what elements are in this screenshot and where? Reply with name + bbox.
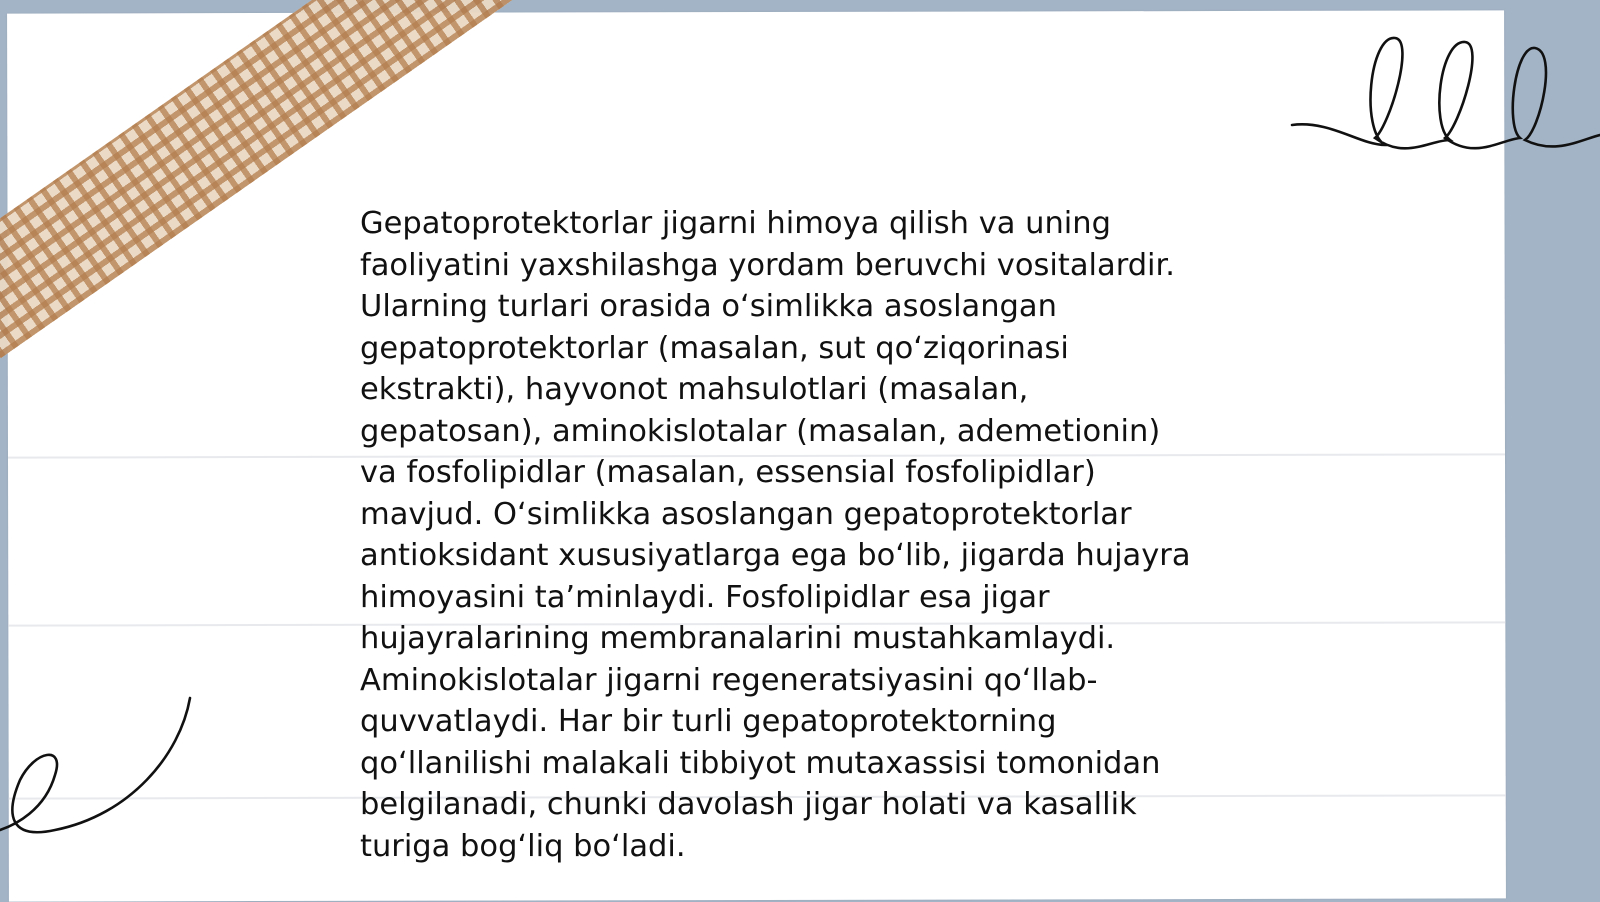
swirl-bottom [0, 695, 200, 855]
body-text: Gepatoprotektorlar jigarni himoya qilish va uning faoliyatini yaxshilashga yordam beruvchi vositalardir. Ularning turlari orasida o‘simlikka asoslangan gepatoprotektorlar (masalan, sut qo‘ziqorinasi ekstrakti), hayvonot mahsulotlari (masalan, gepatosan), aminokislotalar (masalan, ademetionin) va fosfolipidlar (masalan, essensial fosfolipidlar) mavjud. O‘simlikka asoslangan gepatoprotektorlar antioksidant xususiyatlarga ega bo‘lib, jigarda hujayra himoyasini ta’minlaydi. Fosfolipidlar esa jigar hujayralarining membranalarini mustahkamlaydi. Aminokislotalar jigarni regeneratsiyasini qo‘llab- quvvatlaydi. Har bir turli gepatoprotektorning qo‘llanilishi malakali tibbiyot mutaxassisi tomonidan belgilanadi, chunki davolash jigar holati va kasallik turiga bog‘liq bo‘ladi. [360, 206, 1191, 864]
swirl-top [1290, 30, 1600, 160]
